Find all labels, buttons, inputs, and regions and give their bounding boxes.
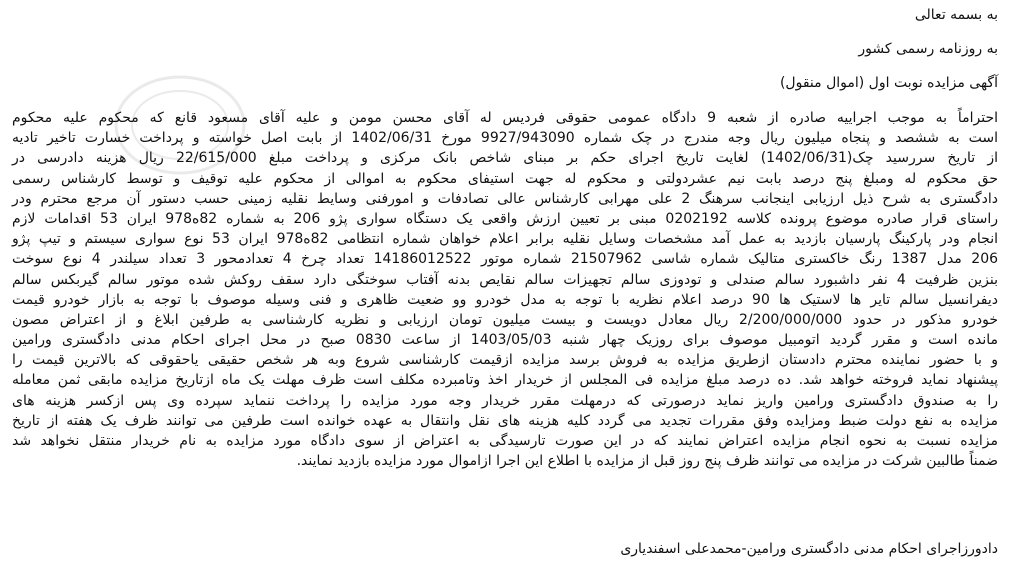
body-line: پیشنهاد نماید فروخته خواهد شد. ده درصد مبلغ مزایده فی المجلس از خریدار اخذ وتامبرده مکلف است ظرف مهلت یک ماه ازتاریخ مزایده مابقی ثمن معامله	[12, 372, 998, 389]
body-line: راستای قرار صادره موضوع پرونده کلاسه 0202192 مبنی بر تعیین ارزش واقعی یک دستگاه سواری پژو 206 به شماره 82ه978 ایران 53 اقدامات لازم	[12, 210, 998, 227]
header-greeting: به بسمه تعالی	[914, 7, 998, 23]
body-line: دادگستری به شرح ذیل ارزیابی اینجانب سرهنگ 2 علی مهرابی کارشناس عالی تصادفات و امورفنی وسایط نقلیه زمینی حسب دستور آن مرجع محترم ودر	[12, 190, 998, 207]
body-line: حق محکوم له ومبلغ پنج درصد بابت نیم عشردولتی و محکوم له جهت استیفای محکوم به اموالی از محکوم علیه توقیف و توسط کارشناس رسمی	[12, 170, 998, 187]
header-addressee: به روزنامه رسمی کشور	[858, 41, 998, 57]
notice-title: آگهی مزایده نوبت اول (اموال منقول)	[779, 75, 998, 91]
body-line: ضمناً طالبین شرکت در مزایده می توانند ظرف پنج روز قبل از مزایده با اطلاع این اجرا ازاموال مورد مزایده بازدید نمایند.	[296, 453, 998, 470]
body-line: خودرو مذکور در حدود 2/200/000/000 ریال معادل دویست و بیست میلیون تومان ارزیابی و نظریه کارشناسی به طرفین ابلاغ و از اعتراض مصون	[12, 311, 998, 328]
body-line: دیفرانسیل سالم تایر ها لاستیک ها 90 درصد اعلام نظریه با توجه به مدل خودرو وو ضعیت ظاهری و فنی وسیله موصوف با توجه به بازار خودرو قیمت	[12, 291, 998, 308]
body-line: بنزین ظرفیت 4 نفر داشبورد سالم صندلی و تودوزی سالم تجهیزات سالم نقایص بدنه آفتاب سوختگی دارد سقف روکش شده موتور سالم گیربکس سالم	[12, 271, 998, 288]
body-line: و با حضور نماینده محترم دادستان ازطریق مزایده به فروش برسد مزایده ازقیمت کارشناسی شروع وبه هر شخص حقیقی یاحقوقی که بالاترین قیمت را	[12, 352, 998, 369]
body-line: مانده است و مقرر گردید اتومبیل موصوف برای روزیک چهار شنبه 1403/05/03 از ساعت 0830 صبح در محل اجرای احکام مدنی دادگستری ورامین	[12, 332, 998, 349]
body-line: مزایده به نفع دولت ضبط ومزایده وفق مقررات تجدید می گردد کلیه هزینه های نقل وانتقال به عهده خوانده است طرفین می توانند ظرف یک هفته از تاریخ	[12, 412, 998, 429]
body-line: انجام ودر پارکینگ پارسیان بازدید به عمل آمد مشخصات وسایل نقلیه برابر اعلام خواهان شماره انتظامی 82ه978 ایران 53 نوع سواری سیستم و تیپ پژو	[12, 231, 998, 248]
notice-body	[12, 108, 998, 471]
body-line: 206 مدل 1387 رنگ خاکستری متالیک شماره شاسی 21507962 شماره موتور 14186012522 تعداد چرخ 4 تعدادمحور 3 تعداد سیلندر 4 نوع سوخت	[12, 251, 999, 268]
body-line: مزایده نسبت به نحوه انجام مزایده اعتراض نمایند که در این صورت تارسیدگی به اعتراض از سوی دادگاه مورد مزایده به نام خریدار منتقل نخواهد شد	[12, 433, 998, 449]
body-line: احتراماً به موجب اجراییه صادره از شعبه 9 دادگاه عمومی حقوقی فردیس له آقای محسن مومن و علیه آقای مسعود قانع که محکوم علیه محکوم	[12, 110, 999, 126]
body-line: را به صندوق دادگستری ورامین واریز نماید درصورتی که درمهلت مقرر خریدار وجه مورد مزایده را پرداخت ننماید سپرده وی پس ازکسر هزینه های	[12, 392, 998, 409]
signature-line: دادورزاجرای احکام مدنی دادگستری ورامین-محمدعلی اسفندیاری	[620, 541, 998, 557]
body-line: است به ششصد و پنجاه میلیون ریال وجه مندرج در چک شماره 9927/943090 مورخ 1402/06/31 از بابت اصل خواسته و پرداخت خسارت تاخیر تادیه	[12, 130, 999, 147]
body-line: از تاریخ سررسید چک(1402/06/31) لغایت تاریخ اجرای حکم بر مبنای شاخص بانک مرکزی و پرداخت مبلغ 22/615/000 ریال هزینه دادرسی در	[12, 150, 999, 167]
